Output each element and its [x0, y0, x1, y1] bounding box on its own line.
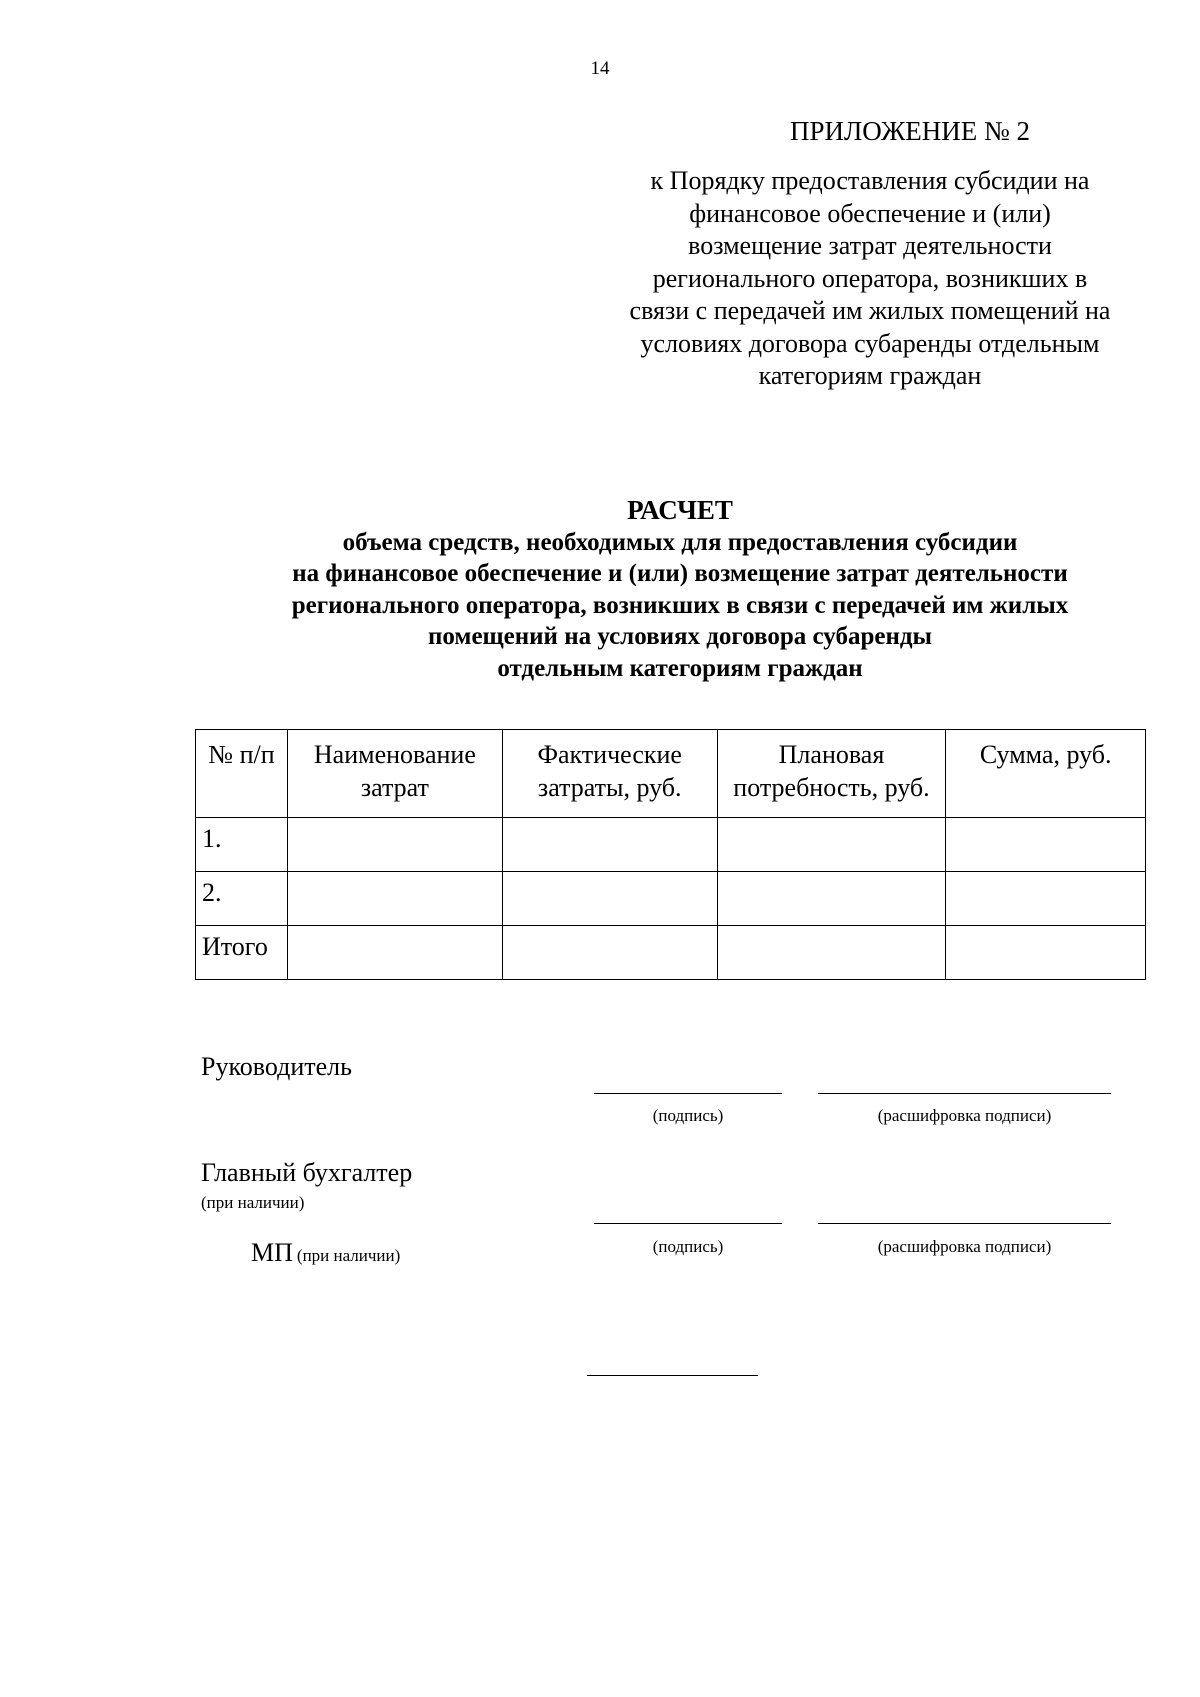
table-row — [196, 872, 1146, 926]
appendix-subtitle — [600, 165, 1140, 393]
table-row-total — [196, 926, 1146, 980]
accountant-signature-caption: (подпись) — [652, 1237, 724, 1256]
accountant-decoding-caption: (расшифровка подписи) — [877, 1237, 1052, 1256]
header-planned-need-line: Плановая — [778, 740, 885, 769]
header-sum-label: Сумма, руб. — [979, 740, 1112, 769]
header-sum — [946, 730, 1146, 818]
head-signature-caption: (подпись) — [652, 1106, 724, 1125]
closing-separator-line — [587, 1375, 758, 1376]
header-actual-costs — [502, 730, 717, 818]
appendix-title: ПРИЛОЖЕНИЕ № 2 — [789, 116, 1031, 146]
stamp-block — [251, 1238, 400, 1268]
header-cost-name — [287, 730, 502, 818]
header-planned-need — [717, 730, 946, 818]
appendix-subtitle-line: регионального оператора, возникших в — [652, 263, 1088, 293]
cell-sum — [946, 872, 1146, 926]
document-title: РАСЧЕТ — [627, 495, 733, 525]
calculation-table — [195, 729, 1146, 980]
cell-actual-costs — [502, 818, 717, 872]
header-actual-costs-line: затраты, руб. — [537, 773, 682, 802]
stamp-note: (при наличии) — [296, 1246, 401, 1265]
appendix-subtitle-line: связи с передачей им жилых помещений на — [629, 296, 1111, 325]
document-subtitle-line: объема средств, необходимых для предоставления субсидии — [342, 528, 1018, 556]
cell-number: 2. — [196, 872, 288, 926]
cell-cost-name — [287, 818, 502, 872]
cell-sum — [946, 818, 1146, 872]
cell-cost-name — [287, 872, 502, 926]
header-actual-costs-line: Фактические — [537, 740, 682, 769]
document-title-block — [180, 495, 1180, 684]
cell-total-label: Итого — [196, 926, 288, 980]
chief-accountant-label: Главный бухгалтер — [201, 1158, 413, 1187]
table-row — [196, 818, 1146, 872]
head-signature-line — [594, 1093, 782, 1094]
header-number — [196, 730, 288, 818]
header-cost-name-line: Наименование — [313, 740, 476, 769]
header-number-label: № п/п — [208, 740, 275, 769]
appendix-subtitle-line: к Порядку предоставления субсидии на — [650, 166, 1090, 195]
appendix-subtitle-line: условиях договора субаренды отдельным — [640, 328, 1100, 358]
cell-planned-need — [717, 926, 946, 980]
cell-sum — [946, 926, 1146, 980]
document-subtitle-line: помещений на условиях договора субаренды — [427, 623, 933, 650]
head-decoding-line — [818, 1093, 1111, 1094]
stamp-label: МП — [251, 1238, 293, 1267]
appendix-subtitle-line: возмещение затрат деятельности — [688, 231, 1052, 260]
chief-accountant-note: (при наличии) — [201, 1193, 305, 1212]
head-decoding-caption: (расшифровка подписи) — [877, 1106, 1052, 1125]
document-subtitle-line: регионального оператора, возникших в связи с передачей им жилых — [291, 591, 1069, 619]
cell-actual-costs — [502, 872, 717, 926]
accountant-signature-line — [594, 1223, 782, 1224]
appendix-subtitle-line: финансовое обеспечение и (или) — [689, 198, 1051, 228]
cell-planned-need — [717, 872, 946, 926]
table-header-row — [196, 730, 1146, 818]
document-subtitle-line: отдельным категориям граждан — [497, 654, 863, 682]
cell-number: 1. — [196, 818, 288, 872]
cell-planned-need — [717, 818, 946, 872]
page-number: 14 — [590, 58, 610, 79]
cell-actual-costs — [502, 926, 717, 980]
accountant-decoding-line — [818, 1223, 1111, 1224]
cell-cost-name — [287, 926, 502, 980]
document-subtitle-line: на финансовое обеспечение и (или) возмещение затрат деятельности — [292, 560, 1068, 587]
appendix-subtitle-line: категориям граждан — [758, 361, 982, 390]
header-planned-need-line: потребность, руб. — [733, 773, 930, 802]
head-label: Руководитель — [201, 1052, 352, 1081]
header-cost-name-line: затрат — [360, 773, 429, 802]
